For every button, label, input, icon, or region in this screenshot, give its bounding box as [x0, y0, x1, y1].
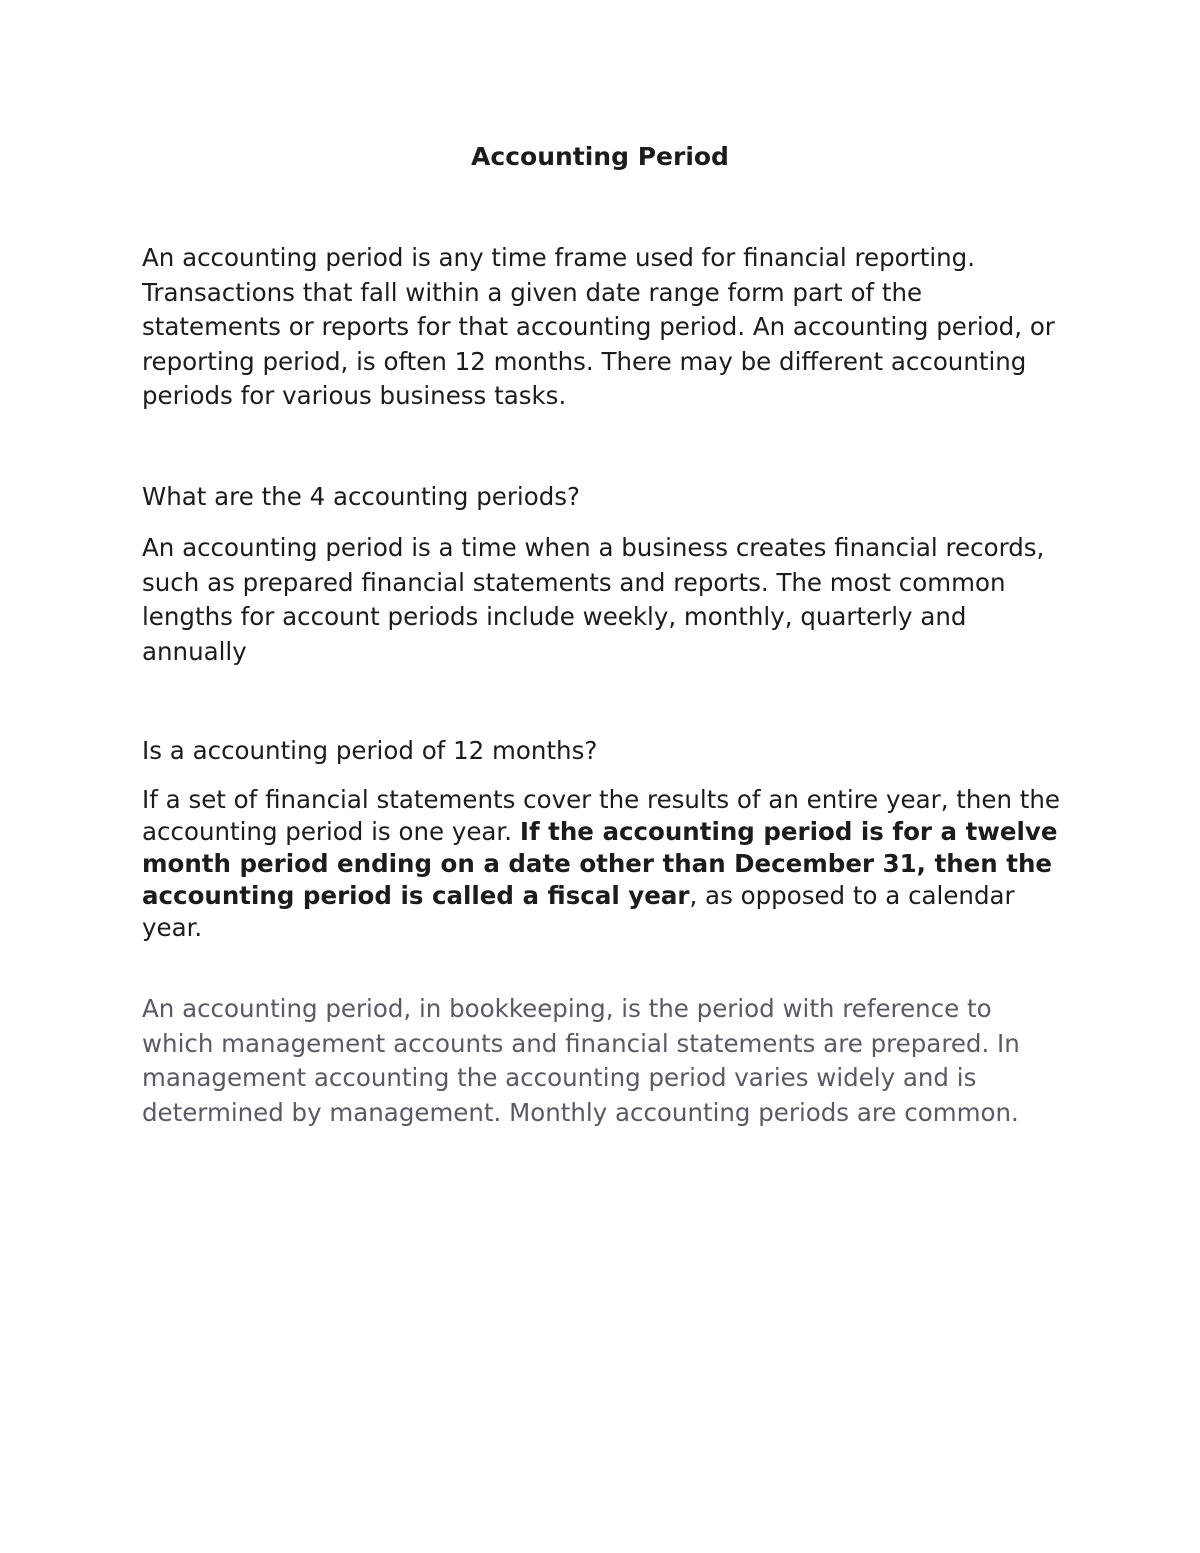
question-heading-1: What are the 4 accounting periods? — [142, 482, 581, 511]
answer-paragraph-1: An accounting period is a time when a business creates financial records, such as prepared financial statements and reports. The most common lengths for account periods include weekly, monthly, quarterly and annually — [142, 533, 1045, 666]
answer-paragraph-2 — [142, 784, 1067, 944]
question-heading-2: Is a accounting period of 12 months? — [142, 736, 598, 765]
intro-paragraph: An accounting period is any time frame used for financial reporting. Transactions that fall within a given date range form part of the statements or reports for that accounting period. An accounting period, or reporting period, is often 12 months. There may be different accounting periods for various business tasks. — [142, 243, 1055, 410]
answer-2-lead-text: If a set of financial statements cover the results of an entire year, then the accounting period is one year. — [142, 785, 1061, 846]
answer-2-tail-text: , as opposed to a calendar year. — [142, 881, 1015, 942]
answer-2-bold-text: If the accounting period is for a twelve month period ending on a date other than December 31, then the accounting period is called a fiscal year — [142, 817, 1058, 910]
document-title: Accounting Period — [471, 142, 729, 171]
closing-paragraph: An accounting period, in bookkeeping, is the period with reference to which management accounts and financial statements are prepared. In management accounting the accounting period varies widely and is determined by management. Monthly accounting periods are common. — [142, 994, 1020, 1127]
